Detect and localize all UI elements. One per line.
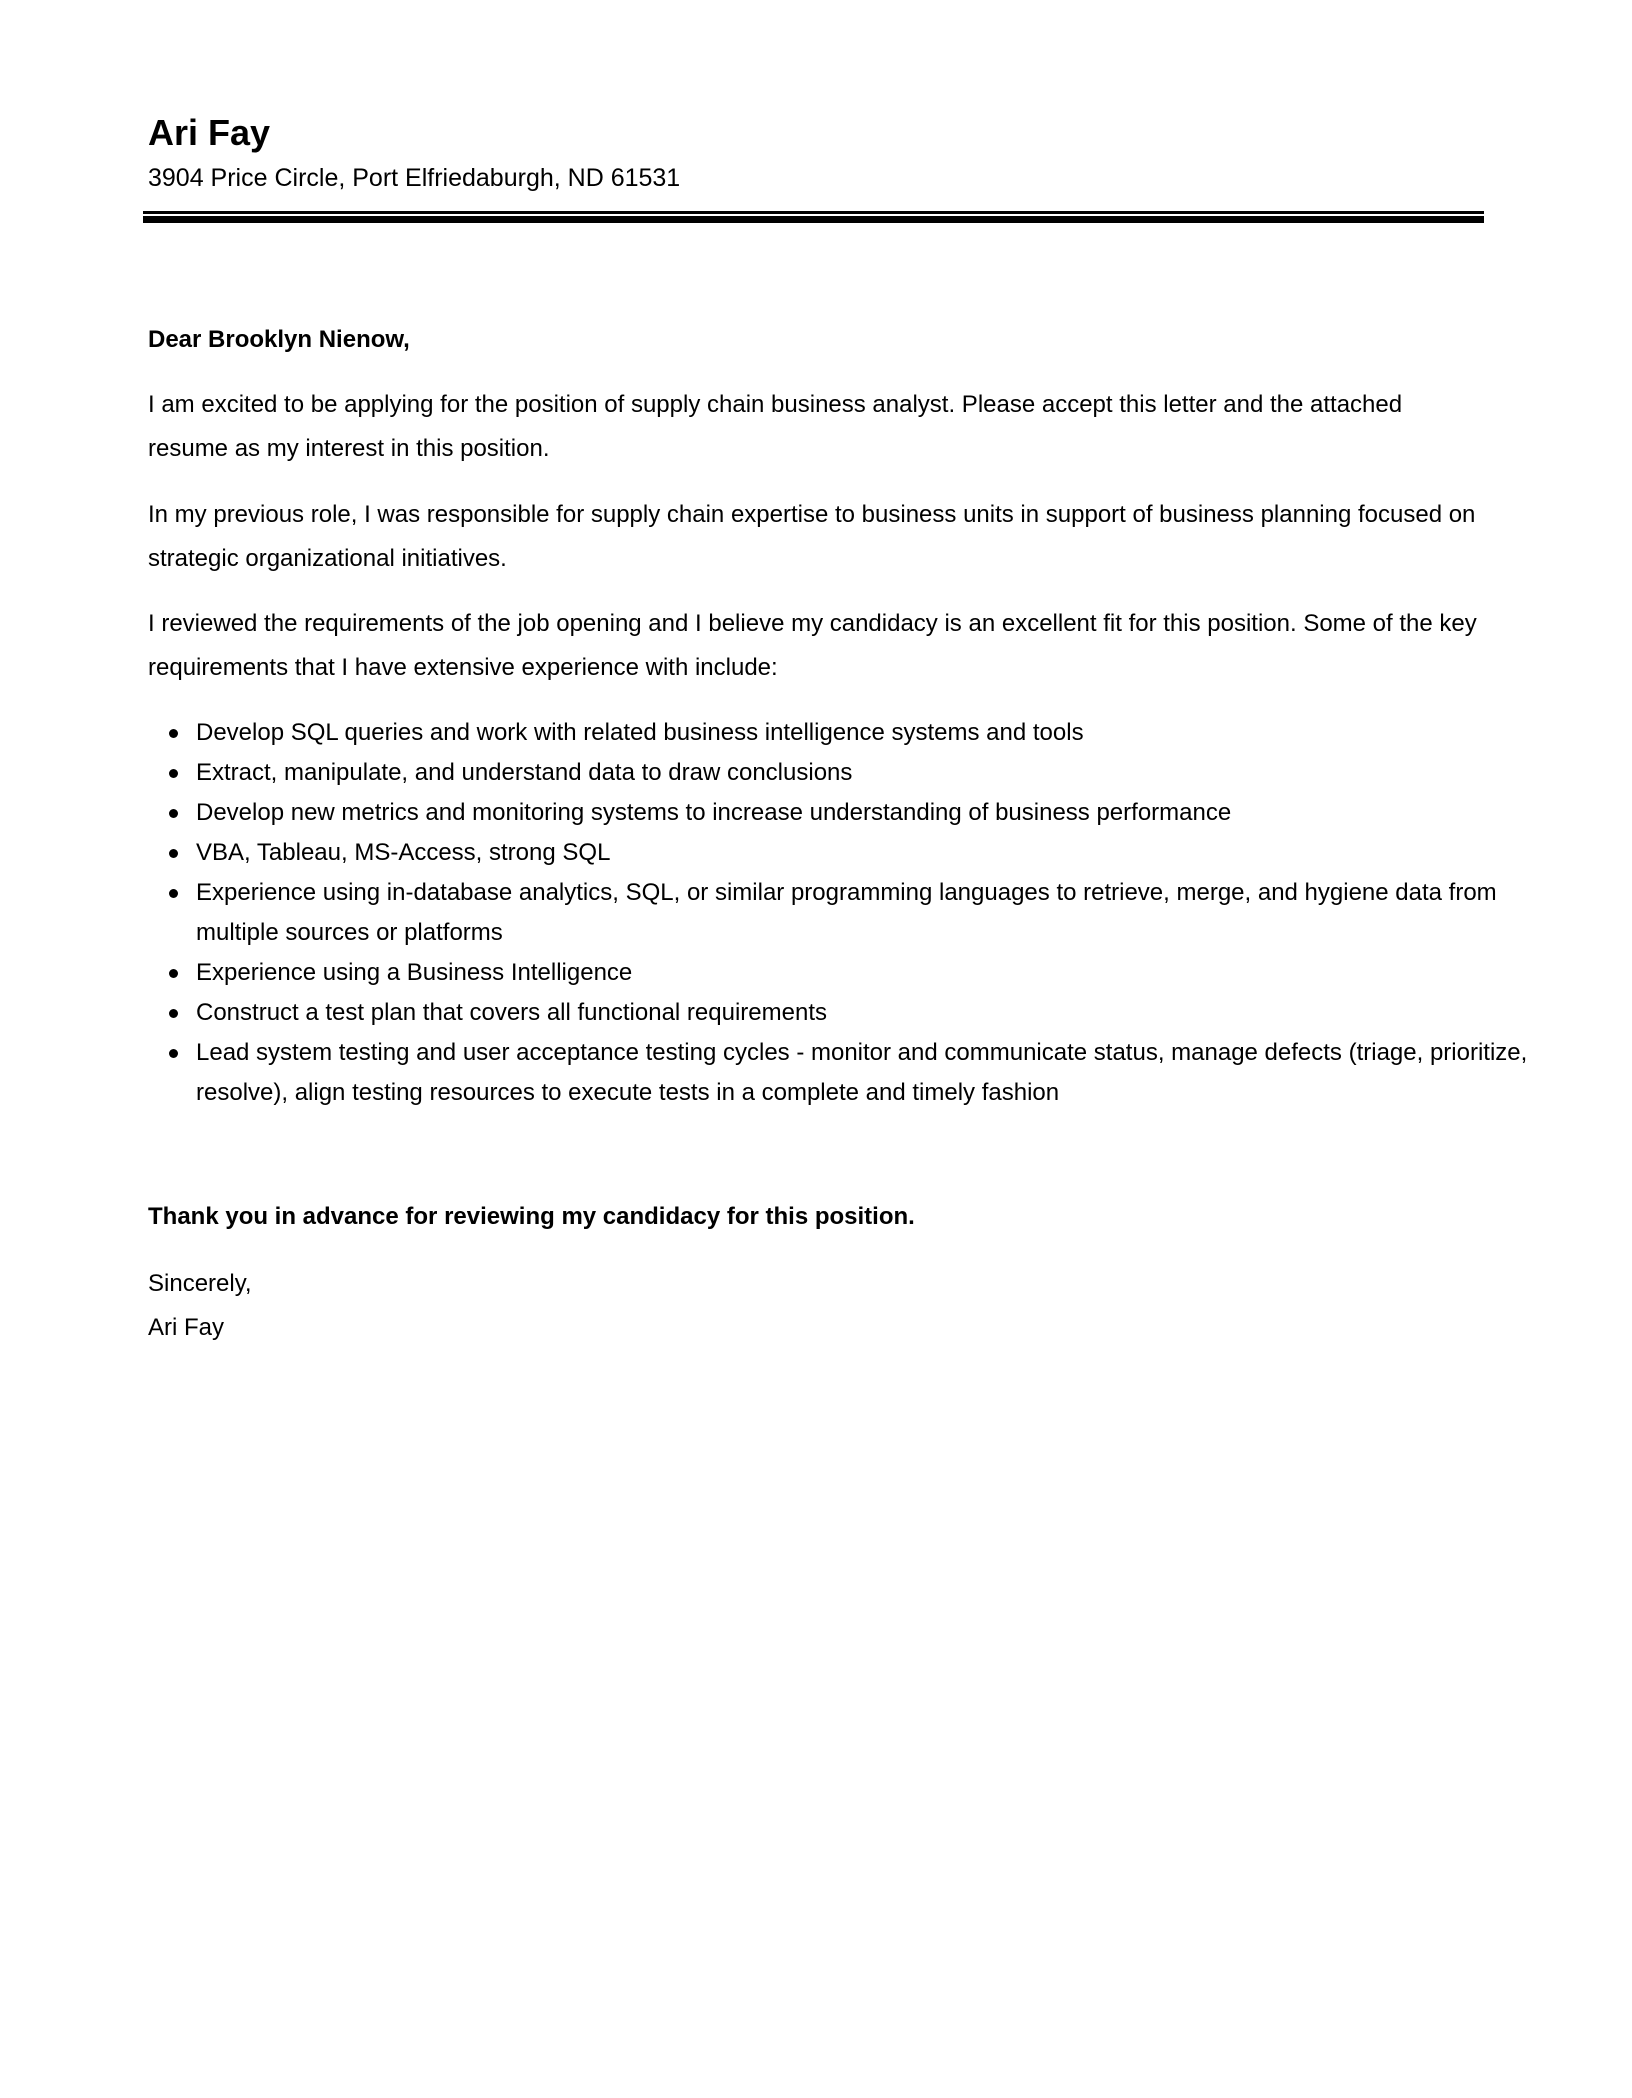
paragraph-intro: I am excited to be applying for the position of supply chain business analyst. Please accept this letter and the attached resume as my interest in this position. [148, 391, 1403, 462]
salutation: Dear Brooklyn Nienow, [148, 326, 410, 353]
list-item: Experience using in-database analytics, SQL, or similar programming languages to retrieve, merge, and hygiene data from multiple sources or platforms [196, 873, 1541, 953]
valediction: Sincerely, [148, 1270, 252, 1297]
signature: Ari Fay [148, 1314, 225, 1341]
sender-address: 3904 Price Circle, Port Elfriedaburgh, ND 61531 [148, 164, 681, 192]
list-item: Experience using a Business Intelligence [196, 953, 1541, 993]
list-item: VBA, Tableau, MS-Access, strong SQL [196, 833, 1541, 873]
requirements-list [148, 713, 1541, 1113]
list-item: Develop SQL queries and work with related business intelligence systems and tools [196, 713, 1541, 753]
sender-name: Ari Fay [148, 112, 271, 153]
list-item: Develop new metrics and monitoring systems to increase understanding of business performance [196, 793, 1541, 833]
paragraph-requirements: I reviewed the requirements of the job opening and I believe my candidacy is an excellent fit for this position. Some of the key requirements that I have extensive experience with include: [148, 610, 1477, 681]
list-item: Construct a test plan that covers all functional requirements [196, 993, 1541, 1033]
list-item: Extract, manipulate, and understand data to draw conclusions [196, 753, 1541, 793]
header-divider-thin [143, 211, 1484, 214]
paragraph-previous-role: In my previous role, I was responsible for supply chain expertise to business units in support of business planning focused on strategic organizational initiatives. [148, 501, 1476, 572]
closing-statement: Thank you in advance for reviewing my candidacy for this position. [148, 1203, 915, 1230]
list-item: Lead system testing and user acceptance testing cycles - monitor and communicate status, manage defects (triage, prioritize, resolve), align testing resources to execute tests in a complete and timely fashion [196, 1033, 1541, 1113]
header-divider-thick [143, 216, 1484, 223]
